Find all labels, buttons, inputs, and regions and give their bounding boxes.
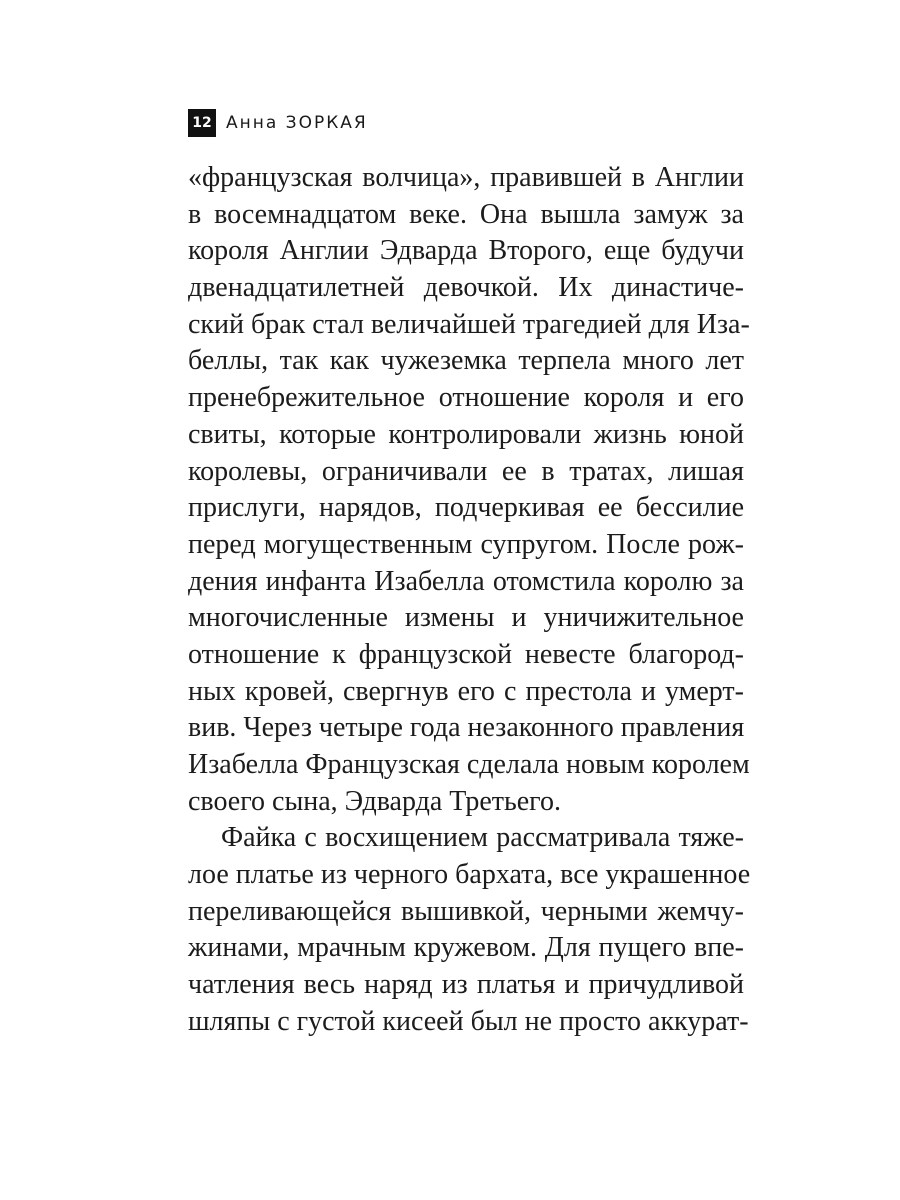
text-line: прислуги, нарядов, подчеркивая ее бессилие — [188, 492, 744, 524]
running-head — [188, 108, 368, 138]
body-text — [188, 160, 751, 1041]
text-line: жинами, мрачным кружевом. Для пущего впе- — [188, 932, 744, 964]
text-line: беллы, так как чужеземка терпела много лет — [188, 345, 744, 377]
text-line: королевы, ограничивали ее в тратах, лишая — [188, 455, 744, 487]
text-line: в восемнадцатом веке. Она вышла замуж за — [188, 198, 744, 230]
text-line: своего сына, Эдварда Третьего. — [188, 785, 561, 817]
text-line: вив. Через четыре года незаконного правления — [188, 712, 745, 744]
text-line: ных кровей, свергнув его с престола и умерт- — [188, 675, 744, 707]
text-line: переливающейся вышивкой, черными жемчу- — [188, 895, 744, 927]
text-line: чатления весь наряд из платья и причудливой — [188, 969, 744, 1001]
text-line: Изабелла Французская сделала новым королем — [188, 749, 750, 780]
text-line: свиты, которые контролировали жизнь юной — [188, 418, 744, 450]
text-line: шляпы с густой кисеей был не просто аккурат- — [188, 1005, 749, 1037]
text-line: двенадцатилетней девочкой. Их династиче- — [188, 272, 744, 304]
text-line: короля Англии Эдварда Второго, еще будучи — [188, 235, 744, 267]
paragraph — [188, 160, 750, 820]
text-line: лое платье из черного бархата, все украшенное — [188, 859, 751, 891]
text-line: пренебрежительное отношение короля и его — [188, 382, 744, 414]
text-line: перед могущественным супругом. После рож- — [188, 528, 744, 560]
text-line: Файка с восхищением рассматривала тяже- — [221, 822, 744, 854]
running-head-author: Анна ЗОРКАЯ — [226, 113, 368, 133]
text-line: отношение к французской невесте благород- — [188, 638, 744, 670]
page-number: 12 — [188, 109, 216, 137]
text-line: многочисленные измены и уничижительное — [188, 602, 744, 634]
text-line: ский брак стал величайшей трагедией для Иза- — [188, 308, 750, 340]
text-line: дения инфанта Изабелла отомстила королю за — [188, 565, 744, 597]
text-line: «французская волчица», правившей в Англии — [188, 162, 744, 193]
paragraph — [188, 820, 751, 1040]
